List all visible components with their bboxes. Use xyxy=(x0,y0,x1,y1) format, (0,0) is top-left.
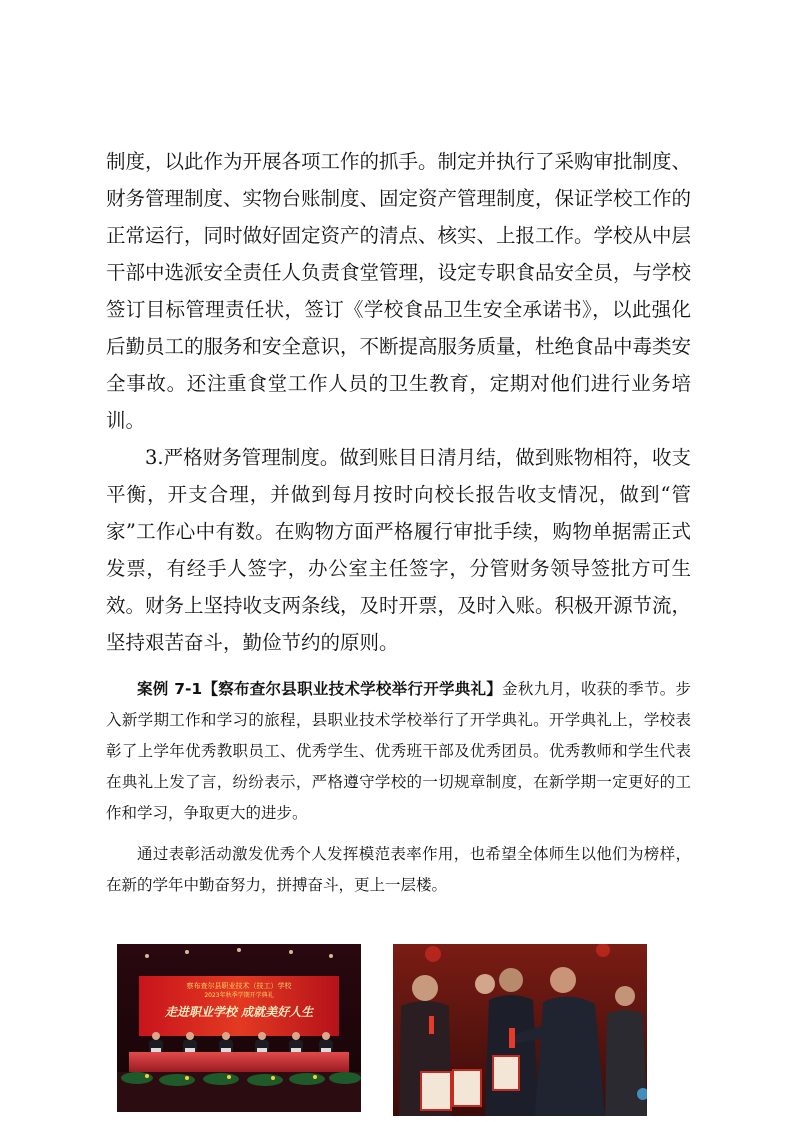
ceremony-stage-photo xyxy=(117,944,361,1112)
case-box xyxy=(106,674,691,901)
paragraph-continuation: 制度，以此作为开展各项工作的抓手。制定并执行了采购审批制度、财务管理制度、实物台账制度、固定资产管理制度，保证学校工作的正常运行，同时做好固定资产的清点、核实、上报工作。学校从中层干部中选派安全责任人负责食堂管理，设定专职食品安全员，与学校签订目标管理责任状，签订《学校食品卫生安全承诺书》，以此强化后勤员工的服务和安全意识，不断提高服务质量，杜绝食品中毒类安全事故。还注重食堂工作人员的卫生教育，定期对他们进行业务培训。 xyxy=(106,150,692,432)
case-text: 金秋九月，收获的季节。步入新学期工作和学习的旅程，县职业技术学校举行了开学典礼。开学典礼上，学校表彰了上学年优秀教职员工、优秀学生、优秀班干部及优秀团员。优秀教师和学生代表在典礼上发了言，纷纷表示，严格遵守学校的一切规章制度，在新学期一定更好的工作和学习，争取更大的进步。 xyxy=(106,680,691,822)
body-text xyxy=(106,143,691,661)
case-paragraph-2: 通过表彰活动激发优秀个人发挥模范表率作用，也希望全体师生以他们为榜样，在新的学年中勤奋努力，拼搏奋斗，更上一层楼。 xyxy=(106,845,691,894)
case-paragraph xyxy=(106,674,691,829)
paragraph-finance: 3.严格财务管理制度。做到账目日清月结，做到账物相符，收支平衡，开支合理，并做到每月按时向校长报告收支情况，做到“管家”工作心中有数。在购物方面严格履行审批手续，购物单据需正式发票，有经手人签字，办公室主任签字，分管财务领导签批方可生效。财务上坚持收支两条线，及时开票，及时入账。积极开源节流，坚持艰苦奋斗，勤俭节约的原则。 xyxy=(106,446,692,654)
award-presentation-photo xyxy=(393,944,647,1116)
stage-illustration xyxy=(117,944,361,1112)
case-title: 案例 7-1【察布查尔县职业技术学校举行开学典礼】 xyxy=(137,680,503,698)
banner-line-2: 2023年秋季学期开学典礼 xyxy=(204,992,274,999)
banner-slogan: 走进职业学校 成就美好人生 xyxy=(164,1005,314,1019)
banner-line-1: 察布查尔县职业技术（技工）学校 xyxy=(186,982,292,990)
award-illustration xyxy=(393,944,647,1116)
